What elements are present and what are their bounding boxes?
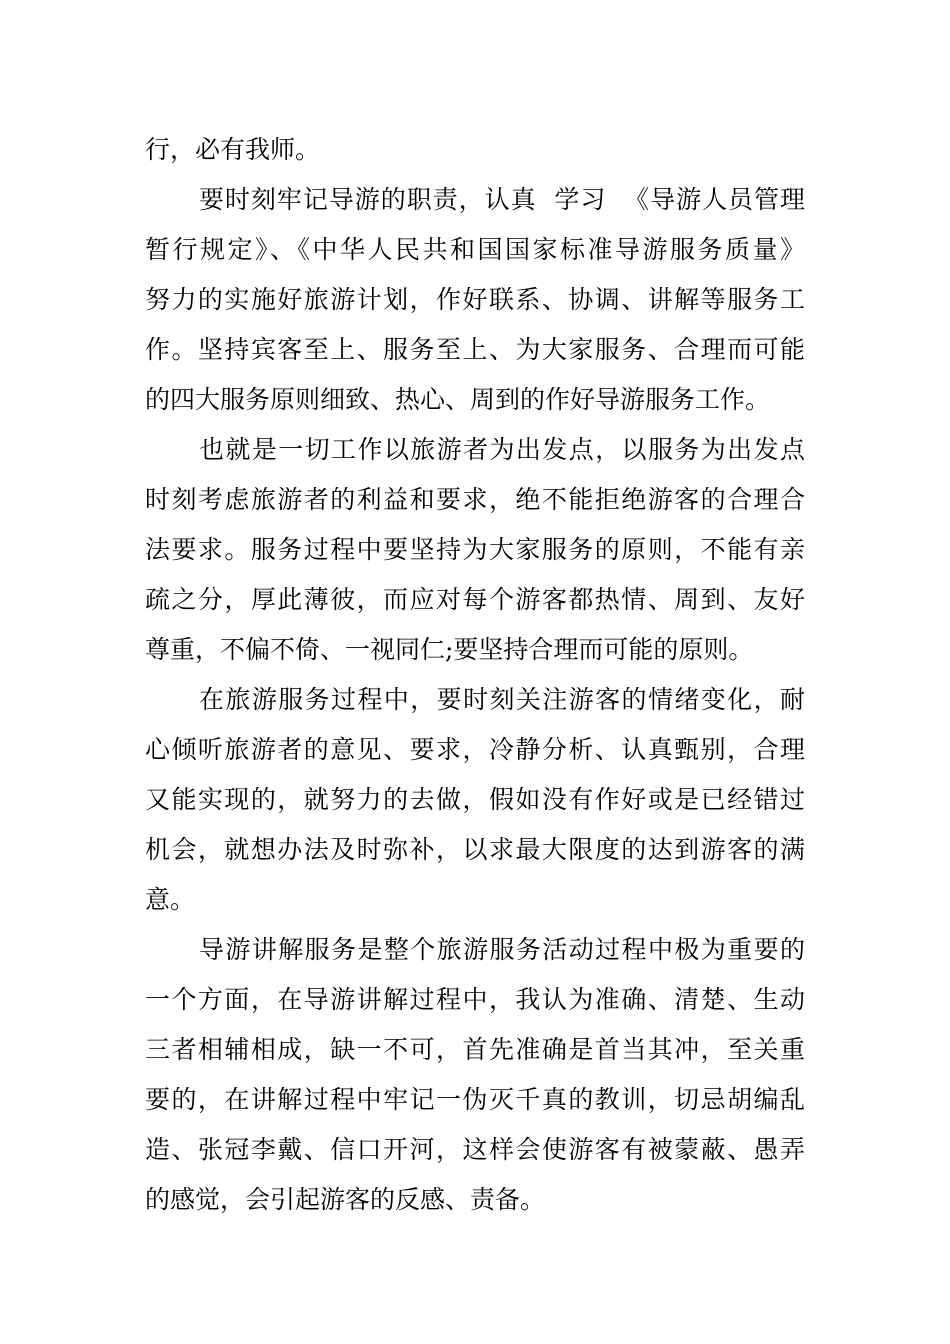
text-line: 心倾听旅游者的意见、要求，冷静分析、认真甄别，合理 (145, 735, 805, 764)
text-line: 作。坚持宾客至上、服务至上、为大家服务、合理而可能 (145, 335, 805, 364)
text-line: 也就是一切工作以旅游者为出发点，以服务为出发点 (199, 435, 805, 464)
text-line: 在旅游服务过程中，要时刻关注游客的情绪变化，耐 (199, 685, 805, 714)
text-line: 机会，就想办法及时弥补，以求最大限度的达到游客的满 (145, 835, 805, 864)
text-line: 努力的实施好旅游计划，作好联系、协调、讲解等服务工 (145, 285, 805, 314)
text-line: 造、张冠李戴、信口开河，这样会使游客有被蒙蔽、愚弄 (145, 1135, 805, 1164)
text-line: 行，必有我师。 (145, 135, 321, 164)
text-line: 意。 (145, 885, 196, 914)
text-line: 时刻考虑旅游者的利益和要求，绝不能拒绝游客的合理合 (145, 485, 805, 514)
document-body (145, 125, 805, 1225)
text-line: 导游讲解服务是整个旅游服务活动过程中极为重要的 (199, 935, 805, 964)
text-line: 的四大服务原则细致、热心、周到的作好导游服务工作。 (145, 385, 771, 414)
text-line: 一个方面，在导游讲解过程中，我认为准确、清楚、生动 (145, 985, 805, 1014)
text-line: 三者相辅相成，缺一不可，首先准确是首当其冲，至关重 (145, 1035, 805, 1064)
text-line: 又能实现的，就努力的去做，假如没有作好或是已经错过 (145, 785, 805, 814)
text-line: 要时刻牢记导游的职责，认真 学习 《导游人员管理 (199, 185, 805, 214)
text-line: 要的，在讲解过程中牢记一伪灭千真的教训，切忌胡编乱 (145, 1085, 805, 1114)
text-line: 暂行规定》、《中华人民共和国国家标准导游服务质量》 (145, 235, 805, 264)
text-line: 尊重，不偏不倚、一视同仁;要坚持合理而可能的原则。 (145, 635, 754, 664)
text-line: 疏之分，厚此薄彼，而应对每个游客都热情、周到、友好 (145, 585, 805, 614)
text-line: 法要求。服务过程中要坚持为大家服务的原则，不能有亲 (145, 535, 805, 564)
text-line: 的感觉，会引起游客的反感、责备。 (145, 1185, 546, 1214)
